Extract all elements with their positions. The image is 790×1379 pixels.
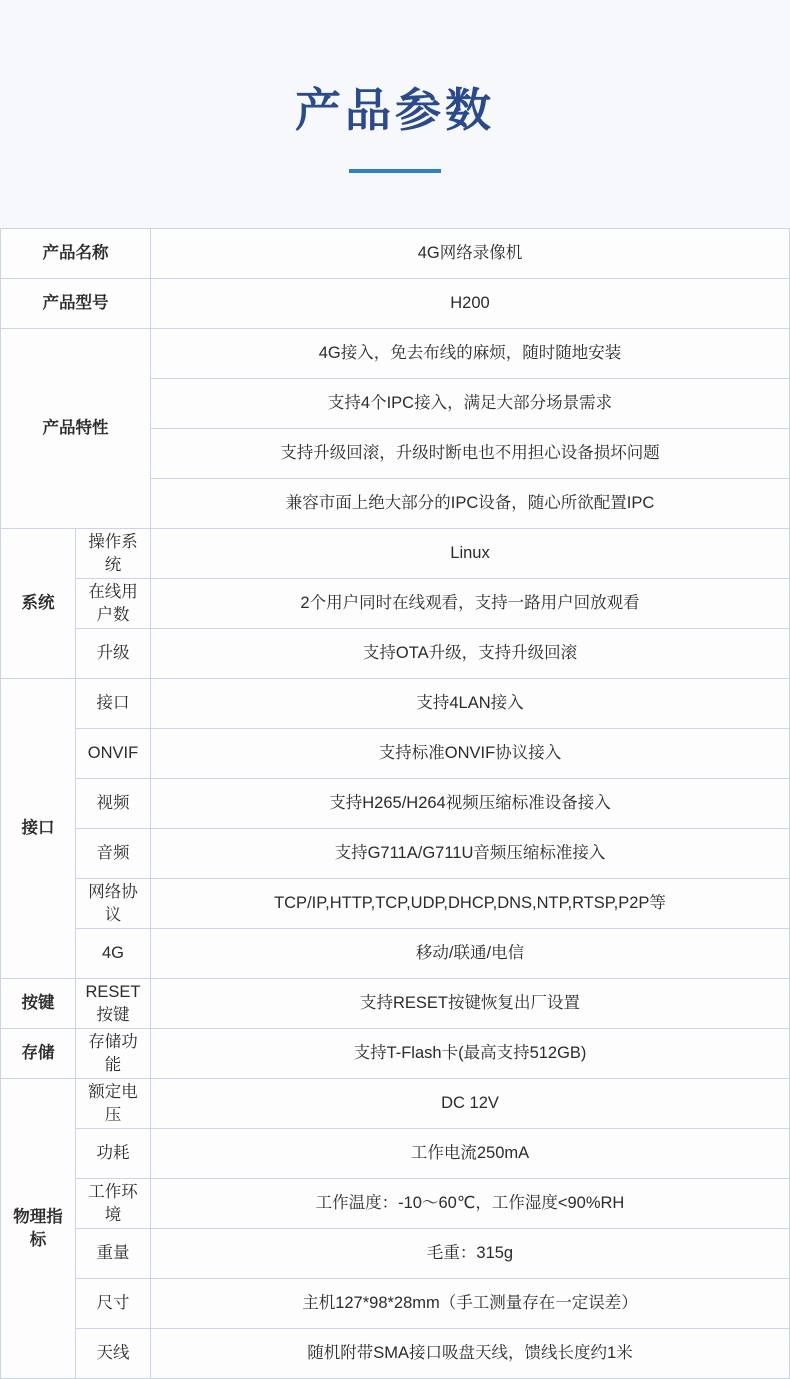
spec-category-cell: 系统 bbox=[1, 529, 76, 679]
spec-category-cell: 产品名称 bbox=[1, 229, 151, 279]
spec-value-cell: 4G网络录像机 bbox=[151, 229, 790, 279]
spec-subcategory-cell: 功耗 bbox=[76, 1129, 151, 1179]
spec-category-cell: 物理指标 bbox=[1, 1079, 76, 1379]
page-title: 产品参数 bbox=[295, 84, 495, 137]
spec-value-cell: 工作电流250mA bbox=[151, 1129, 790, 1179]
table-row bbox=[1, 829, 790, 879]
spec-value-cell: 主机127*98*28mm（手工测量存在一定误差） bbox=[151, 1279, 790, 1329]
table-row bbox=[1, 879, 790, 929]
spec-value-cell: 支持T-Flash卡(最高支持512GB) bbox=[151, 1029, 790, 1079]
spec-value-cell: 支持OTA升级，支持升级回滚 bbox=[151, 629, 790, 679]
table-row bbox=[1, 679, 790, 729]
spec-value-cell: H200 bbox=[151, 279, 790, 329]
spec-subcategory-cell: 尺寸 bbox=[76, 1279, 151, 1329]
spec-subcategory-cell: 视频 bbox=[76, 779, 151, 829]
spec-category-cell: 按键 bbox=[1, 979, 76, 1029]
table-row bbox=[1, 1279, 790, 1329]
table-row bbox=[1, 929, 790, 979]
spec-category-cell: 存储 bbox=[1, 1029, 76, 1079]
table-row bbox=[1, 579, 790, 629]
spec-value-cell: 支持G711A/G711U音频压缩标准接入 bbox=[151, 829, 790, 879]
spec-value-cell: 支持RESET按键恢复出厂设置 bbox=[151, 979, 790, 1029]
spec-value-cell: 毛重：315g bbox=[151, 1229, 790, 1279]
spec-category-cell: 接口 bbox=[1, 679, 76, 979]
spec-value-cell: DC 12V bbox=[151, 1079, 790, 1129]
table-row bbox=[1, 229, 790, 279]
title-underline bbox=[349, 169, 441, 173]
spec-value-cell: 随机附带SMA接口吸盘天线，馈线长度约1米 bbox=[151, 1329, 790, 1379]
spec-value-cell: 支持4LAN接入 bbox=[151, 679, 790, 729]
spec-value-cell: 支持H265/H264视频压缩标准设备接入 bbox=[151, 779, 790, 829]
spec-value-cell: TCP/IP,HTTP,TCP,UDP,DHCP,DNS,NTP,RTSP,P2P等 bbox=[151, 879, 790, 929]
spec-value-cell: 支持标准ONVIF协议接入 bbox=[151, 729, 790, 779]
spec-subcategory-cell: RESET按键 bbox=[76, 979, 151, 1029]
spec-subcategory-cell: 音频 bbox=[76, 829, 151, 879]
spec-subcategory-cell: 接口 bbox=[76, 679, 151, 729]
table-row bbox=[1, 1179, 790, 1229]
spec-value-cell: 工作温度：-10～60℃，工作湿度<90%RH bbox=[151, 1179, 790, 1229]
table-row bbox=[1, 979, 790, 1029]
table-row bbox=[1, 1329, 790, 1379]
table-row bbox=[1, 329, 790, 379]
spec-subcategory-cell: 在线用户数 bbox=[76, 579, 151, 629]
spec-subcategory-cell: 4G bbox=[76, 929, 151, 979]
table-row bbox=[1, 1029, 790, 1079]
table-row bbox=[1, 629, 790, 679]
spec-value-cell: 4G接入，免去布线的麻烦，随时随地安装 bbox=[151, 329, 790, 379]
spec-subcategory-cell: 升级 bbox=[76, 629, 151, 679]
table-row bbox=[1, 1129, 790, 1179]
spec-value-cell: Linux bbox=[151, 529, 790, 579]
table-row bbox=[1, 729, 790, 779]
spec-category-cell: 产品特性 bbox=[1, 329, 151, 529]
table-row bbox=[1, 779, 790, 829]
spec-subcategory-cell: 存储功能 bbox=[76, 1029, 151, 1079]
spec-value-cell: 移动/联通/电信 bbox=[151, 929, 790, 979]
spec-subcategory-cell: ONVIF bbox=[76, 729, 151, 779]
spec-subcategory-cell: 工作环境 bbox=[76, 1179, 151, 1229]
spec-category-cell: 产品型号 bbox=[1, 279, 151, 329]
spec-subcategory-cell: 网络协议 bbox=[76, 879, 151, 929]
spec-table bbox=[0, 228, 790, 1379]
spec-subcategory-cell: 重量 bbox=[76, 1229, 151, 1279]
page-header bbox=[0, 0, 790, 228]
spec-value-cell: 支持4个IPC接入，满足大部分场景需求 bbox=[151, 379, 790, 429]
table-row bbox=[1, 279, 790, 329]
table-row bbox=[1, 1079, 790, 1129]
spec-value-cell: 兼容市面上绝大部分的IPC设备，随心所欲配置IPC bbox=[151, 479, 790, 529]
spec-value-cell: 2个用户同时在线观看，支持一路用户回放观看 bbox=[151, 579, 790, 629]
table-row bbox=[1, 1229, 790, 1279]
table-row bbox=[1, 529, 790, 579]
spec-subcategory-cell: 天线 bbox=[76, 1329, 151, 1379]
spec-subcategory-cell: 操作系统 bbox=[76, 529, 151, 579]
spec-subcategory-cell: 额定电压 bbox=[76, 1079, 151, 1129]
spec-value-cell: 支持升级回滚，升级时断电也不用担心设备损坏问题 bbox=[151, 429, 790, 479]
